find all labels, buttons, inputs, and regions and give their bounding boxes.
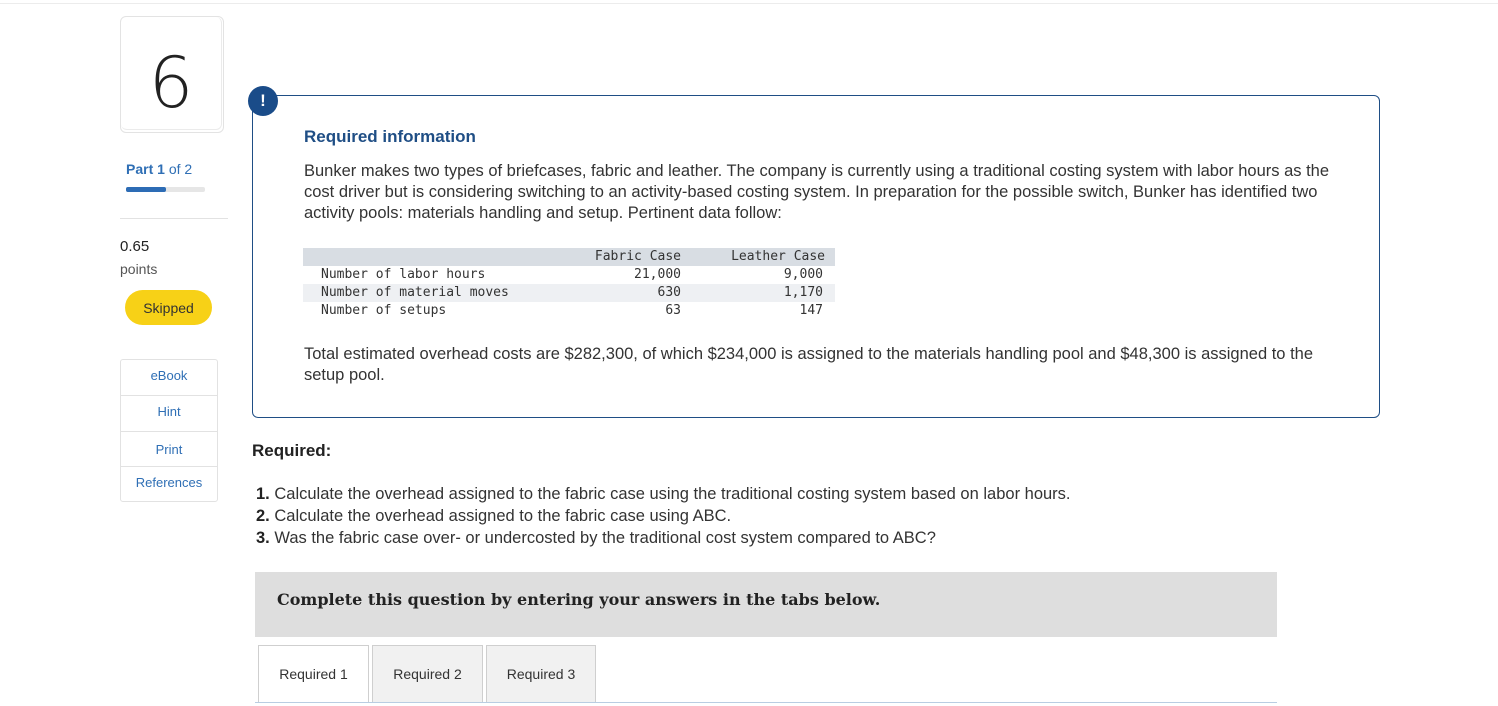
- required-item: [256, 505, 1071, 527]
- fabric-value: 21,000: [634, 267, 681, 282]
- required-item-number: 1.: [256, 485, 270, 503]
- leather-value: 1,170: [783, 285, 823, 300]
- points-value: 0.65: [120, 238, 150, 255]
- fabric-value: 630: [657, 285, 681, 300]
- required-list: [256, 483, 1071, 549]
- tab-required-1[interactable]: Required 1: [258, 645, 369, 703]
- required-item-number: 2.: [256, 507, 270, 525]
- part-progress-fill: [126, 187, 166, 192]
- part-indicator: [126, 161, 192, 177]
- tab-required-2[interactable]: Required 2: [372, 645, 483, 703]
- references-link[interactable]: References: [135, 475, 203, 490]
- instruction-banner: [255, 572, 1277, 637]
- points-label: points: [120, 261, 158, 277]
- row-label: Number of labor hours: [321, 267, 486, 282]
- required-item: [256, 527, 1071, 549]
- question-number: 6: [148, 42, 194, 124]
- problem-description: Bunker makes two types of briefcases, fabric and leather. The company is currently using a traditional costing system with labor hours as the cost driver but is considering switching to an activity-based costing system. In preparation for the possible switch, Bunker has identified two activity pools: materials handling and setup. Pertinent data follow:: [304, 162, 1330, 222]
- leather-value: 9,000: [783, 267, 823, 282]
- tools-divider: [121, 466, 217, 467]
- print-link[interactable]: Print: [155, 442, 183, 457]
- required-item: [256, 483, 1071, 505]
- required-information-title: Required information: [304, 127, 476, 146]
- table-header-fabric: Fabric Case: [594, 249, 681, 264]
- rail-divider: [120, 218, 228, 219]
- hint-link[interactable]: Hint: [157, 404, 181, 419]
- required-item-text: Was the fabric case over- or undercosted by the traditional cost system compared to ABC?: [274, 529, 936, 547]
- row-label: Number of setups: [321, 303, 447, 318]
- ebook-link[interactable]: eBook: [150, 368, 188, 383]
- part-of-total: of 2: [168, 161, 193, 177]
- required-item-number: 3.: [256, 529, 270, 547]
- table-header-blank: [303, 248, 583, 266]
- row-label: Number of material moves: [321, 285, 509, 300]
- instruction-text: Complete this question by entering your answers in the tabs below.: [277, 590, 881, 609]
- top-divider: [0, 3, 1498, 4]
- required-heading: Required:: [252, 441, 332, 460]
- table-header-leather: Leather Case: [731, 249, 825, 264]
- part-current: 1: [157, 161, 165, 177]
- required-item-text: Calculate the overhead assigned to the fabric case using ABC.: [274, 507, 732, 525]
- tools-divider: [121, 395, 217, 396]
- overhead-description: Total estimated overhead costs are $282,300, of which $234,000 is assigned to the materials handling pool and $48,300 is assigned to the setup pool.: [304, 345, 1314, 384]
- alert-icon: !: [248, 86, 278, 116]
- leather-value: 147: [799, 303, 823, 318]
- status-badge: Skipped: [125, 290, 212, 325]
- data-table: [303, 248, 835, 320]
- table-header-row: [303, 248, 835, 266]
- tabs-underline: [255, 702, 1277, 703]
- tab-required-3[interactable]: Required 3: [486, 645, 596, 703]
- table-row: [303, 284, 835, 302]
- tools-panel: [120, 359, 218, 502]
- fabric-value: 63: [665, 303, 681, 318]
- tools-divider: [121, 431, 217, 432]
- table-row: [303, 266, 835, 284]
- required-item-text: Calculate the overhead assigned to the fabric case using the traditional costing system based on labor hours.: [274, 485, 1071, 503]
- question-number-card: [120, 16, 224, 133]
- part-progress-bar: [126, 187, 205, 192]
- table-row: [303, 302, 835, 320]
- part-prefix: Part: [126, 161, 154, 177]
